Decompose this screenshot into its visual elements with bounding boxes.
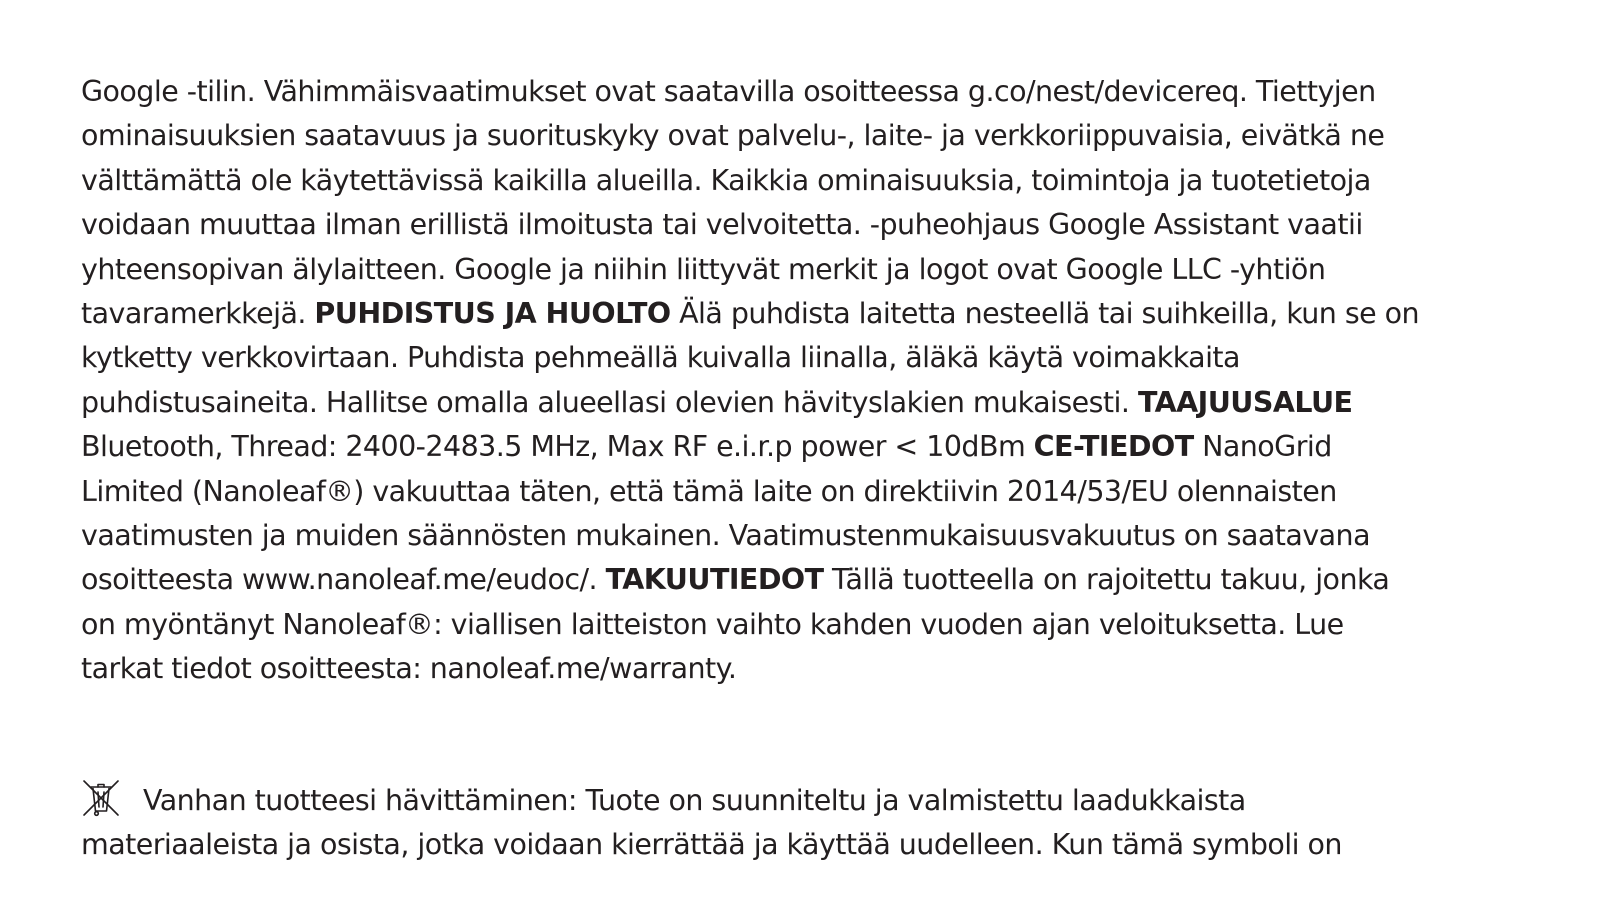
document-page [81, 70, 1581, 867]
heading-frequency: TAAJUUSALUE [1137, 385, 1353, 419]
text-line: välttämättä ole käytettävissä kaikilla alueilla. Kaikkia ominaisuuksia, toimintoja ja tuotetietoja [81, 163, 1371, 197]
text-line: ominaisuuksien saatavuus ja suorituskyky ovat palvelu-, laite- ja verkkoriippuvaisia, eivätkä ne [81, 119, 1385, 153]
text-line: vaatimusten ja muiden säännösten mukainen. Vaatimustenmukaisuusvakuutus on saatavana [81, 518, 1370, 552]
text-line: yhteensopivan älylaitteen. Google ja niihin liittyvät merkit ja logot ovat Google LLC -yhtiön [81, 252, 1326, 286]
text-run: NanoGrid [1193, 430, 1332, 464]
text-line [81, 425, 1581, 469]
paragraph-gap [81, 691, 1581, 778]
text-line: Limited (Nanoleaf®) vakuuttaa täten, että tämä laite on direktiivin 2014/53/EU olennaisten [81, 474, 1337, 508]
weee-crossed-bin-icon [81, 778, 121, 818]
text-run: Bluetooth, Thread: 2400-2483.5 MHz, Max RF e.i.r.p power < 10dBm [81, 430, 1034, 464]
text-run: osoitteesta www.nanoleaf.me/eudoc/. [81, 563, 606, 597]
text-line [81, 292, 1581, 336]
paragraph-disposal [81, 778, 1581, 867]
text-line: on myöntänyt Nanoleaf®: viallisen laitteiston vaihto kahden vuoden ajan veloituksetta. Lue [81, 607, 1344, 641]
text-line [81, 558, 1581, 602]
paragraph-compliance [81, 70, 1581, 691]
heading-warranty: TAKUUTIEDOT [605, 563, 824, 597]
text-line: kytketty verkkovirtaan. Puhdista pehmeällä kuivalla liinalla, äläkä käytä voimakkaita [81, 341, 1240, 375]
text-run: Vanhan tuotteesi hävittäminen: Tuote on suunniteltu ja valmistettu laadukkaista [143, 784, 1246, 818]
text-line: voidaan muuttaa ilman erillistä ilmoitusta tai velvoitetta. -puheohjaus Google Assistant vaatii [81, 208, 1363, 242]
heading-cleaning: PUHDISTUS JA HUOLTO [314, 296, 671, 330]
text-run: Älä puhdista laitetta nesteellä tai suihkeilla, kun se on [670, 296, 1420, 330]
text-line: materiaaleista ja osista, jotka voidaan kierrättää ja käyttää uudelleen. Kun tämä symboli on [81, 827, 1342, 861]
text-run: Tällä tuotteella on rajoitettu takuu, jonka [823, 563, 1390, 597]
text-line [81, 381, 1581, 425]
text-run: puhdistusaineita. Hallitse omalla alueellasi olevien hävityslakien mukaisesti. [81, 385, 1138, 419]
text-run: tavaramerkkejä. [81, 296, 315, 330]
heading-ce: CE-TIEDOT [1033, 430, 1194, 464]
text-line: tarkat tiedot osoitteesta: nanoleaf.me/warranty. [81, 652, 737, 686]
text-line: Google -tilin. Vähimmäisvaatimukset ovat saatavilla osoitteessa g.co/nest/devicereq. Tiettyjen [81, 75, 1376, 108]
text-line [81, 778, 1581, 822]
